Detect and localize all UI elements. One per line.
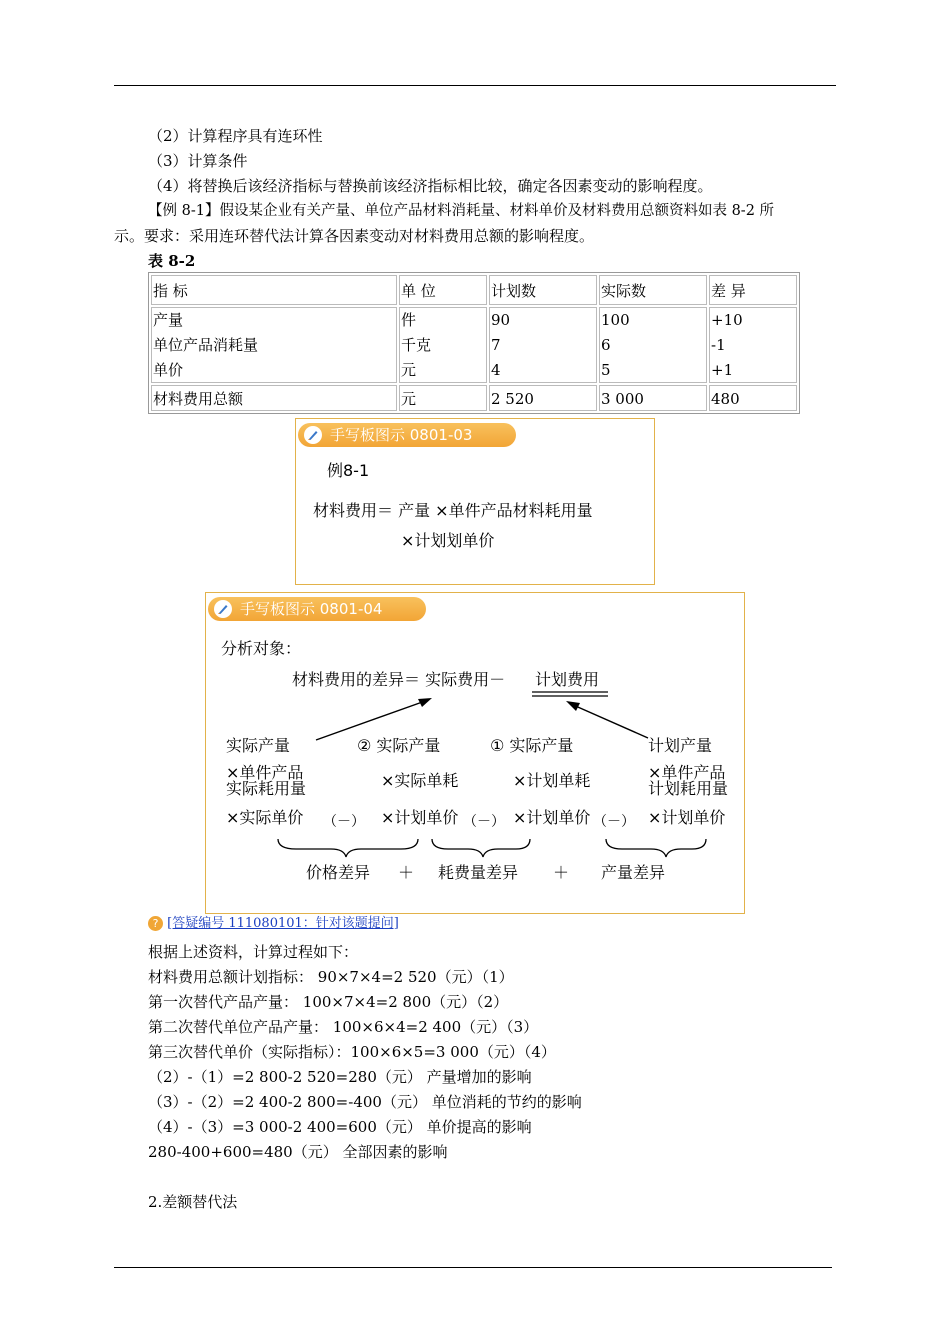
formula-line: ×计划划单价: [401, 531, 495, 550]
faq-link[interactable]: [答疑编号 111080101：针对该题提问]: [167, 916, 399, 931]
minus-sign: （－）: [323, 814, 365, 830]
result-price-variance: 价格差异: [306, 863, 371, 882]
table-header: 指 标: [153, 282, 188, 300]
table-cell: 6: [601, 336, 611, 354]
calc-line: （4）-（3）=3 000-2 400=600（元） 单价提高的影响: [148, 1118, 532, 1136]
body-line: （3）计算条件: [148, 152, 248, 170]
section-heading: 2.差额替代法: [148, 1193, 238, 1211]
column-planned: 计划产量: [648, 736, 713, 755]
column-second-sub: ② 实际产量: [357, 736, 441, 755]
table-cell: 4: [491, 361, 501, 379]
body-line: （2）计算程序具有连环性: [148, 127, 323, 145]
column-first-sub: ① 实际产量: [490, 736, 574, 755]
footer-rule: [114, 1267, 832, 1268]
column-second-sub: ×实际单耗: [381, 771, 459, 790]
calc-line: （3）-（2）=2 400-2 800=-400（元） 单位消耗的节约的影响: [148, 1093, 582, 1111]
column-first-sub: ×计划单价: [513, 808, 591, 827]
table-cell: 100: [601, 311, 630, 329]
example-label: 例8-1: [327, 461, 370, 480]
data-table: [148, 272, 800, 414]
body-line: 【例 8-1】假设某企业有关产量、单位产品材料消耗量、材料单价及材料费用总额资料如表 8-2 所: [148, 203, 775, 219]
faq-row: [148, 914, 399, 934]
table-header: 单 位: [401, 282, 436, 300]
calc-line: 根据上述资料，计算过程如下：: [148, 943, 359, 961]
column-actual: 实际产量: [226, 736, 291, 755]
question-icon: ?: [148, 916, 163, 931]
table-cell: 产量: [153, 311, 184, 329]
pen-icon: [304, 426, 322, 444]
table-title: 表 8-2: [148, 252, 196, 270]
table-cell: 5: [601, 361, 611, 379]
table-cell: +1: [711, 361, 734, 379]
planned-cost-label: 计划费用: [535, 670, 600, 689]
calc-line: 第一次替代产品产量： 100×7×4=2 800（元）（2）: [148, 993, 509, 1011]
plus-sign: ＋: [553, 863, 570, 882]
handwriting-board-2: [205, 592, 745, 914]
result-usage-variance: 耗费量差异: [438, 863, 519, 882]
table-cell: 单位产品消耗量: [153, 336, 259, 354]
table-total: 480: [711, 390, 740, 408]
body-line: （4）将替换后该经济指标与替换前该经济指标相比较，确定各因素变动的影响程度。: [148, 177, 713, 195]
difference-formula: 材料费用的差异＝ 实际费用－: [292, 670, 506, 689]
calc-line: 第三次替代单价（实际指标）：100×6×5=3 000（元）（4）: [148, 1043, 556, 1061]
table-header: 计划数: [491, 282, 537, 300]
table-cell: 7: [491, 336, 501, 354]
plus-sign: ＋: [398, 863, 415, 882]
calc-line: 280-400+600=480（元） 全部因素的影响: [148, 1143, 448, 1161]
table-header: 实际数: [601, 282, 647, 300]
column-planned: 计划耗用量: [648, 779, 729, 798]
column-second-sub: ×计划单价: [381, 808, 459, 827]
handwriting-badge: 手写板图示 0801-04: [208, 597, 426, 621]
calc-line: （2）-（1）=2 800-2 520=280（元） 产量增加的影响: [148, 1068, 532, 1086]
column-planned: ×计划单价: [648, 808, 726, 827]
analysis-subject: 分析对象：: [221, 639, 302, 658]
table-header: 差 异: [711, 282, 746, 300]
column-actual: ×单件产品: [226, 763, 304, 782]
column-actual: 实际耗用量: [226, 779, 307, 798]
table-cell: 90: [491, 311, 511, 329]
table-cell: 千克: [401, 336, 432, 354]
table-total: 3 000: [601, 390, 644, 408]
column-actual: ×实际单价: [226, 808, 304, 827]
result-output-variance: 产量差异: [601, 863, 666, 882]
table-cell: 单价: [153, 361, 184, 379]
table-cell: +10: [711, 311, 743, 329]
minus-sign: （－）: [593, 814, 635, 830]
header-rule: [114, 85, 836, 86]
calc-line: 材料费用总额计划指标： 90×7×4=2 520（元）（1）: [148, 968, 514, 986]
table-total: 材料费用总额: [153, 390, 244, 408]
handwriting-badge: 手写板图示 0801-03: [298, 423, 516, 447]
column-planned: ×单件产品: [648, 763, 726, 782]
minus-sign: （－）: [463, 814, 505, 830]
table-cell: 件: [401, 311, 417, 329]
table-cell: 元: [401, 361, 417, 379]
body-line: 示。要求：采用连环替代法计算各因素变动对材料费用总额的影响程度。: [114, 227, 595, 245]
table-total: 2 520: [491, 390, 534, 408]
table-cell: -1: [711, 336, 726, 354]
calc-line: 第二次替代单位产品产量： 100×6×4=2 400（元）（3）: [148, 1018, 539, 1036]
formula-line: 材料费用＝ 产量 ×单件产品材料耗用量: [313, 501, 593, 520]
column-first-sub: ×计划单耗: [513, 771, 591, 790]
table-total: 元: [401, 390, 417, 408]
handwriting-board-1: [295, 418, 655, 585]
